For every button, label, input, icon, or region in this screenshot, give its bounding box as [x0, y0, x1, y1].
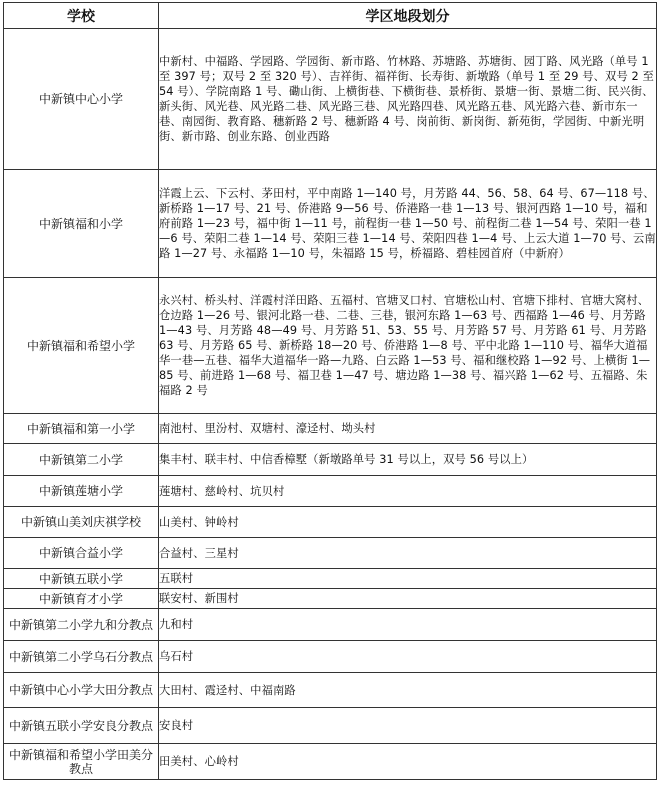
district-area: 联安村、新围村 [159, 589, 657, 609]
table-row [4, 744, 657, 780]
header-school: 学校 [4, 3, 159, 29]
table-row [4, 641, 657, 673]
table-row [4, 476, 657, 507]
table-row [4, 673, 657, 708]
district-area: 乌石村 [159, 641, 657, 673]
district-area: 安良村 [159, 708, 657, 744]
table-row [4, 569, 657, 589]
school-name: 中新镇莲塘小学 [4, 476, 159, 507]
district-area: 中新村、中福路、学园路、学园街、新市路、竹林路、苏塘路、苏塘街、园丁路、风光路（单号 1 至 397 号；双号 2 至 320 号）、吉祥街、福祥街、长寿街、新墩路（单号 1 至 29 号、双号 2 至 54 号）、学院南路 1 号、磡山街、上横街巷、下横街巷、景桥街、景塘一街、景塘二街、民兴街、新头街、风光巷、风光路二巷、风光路三巷、风光路四巷、风光路五巷、风光路六巷、新市东一巷、南园街、教育路、穗新路 2 号、穗新路 4 号、岗前街、新岗街、新苑街，学园街、中新光明街、新市路、创业东路、创业西路 [159, 29, 657, 170]
district-area: 大田村、霞迳村、中福南路 [159, 673, 657, 708]
table-row [4, 507, 657, 538]
school-name: 中新镇五联小学 [4, 569, 159, 589]
school-district-table [3, 2, 657, 780]
table-row [4, 170, 657, 278]
school-name: 中新镇福和希望小学田美分教点 [4, 744, 159, 780]
table-row [4, 538, 657, 569]
district-area: 集丰村、联丰村、中信香樟墅（新墩路单号 31 号以上，双号 56 号以上） [159, 444, 657, 476]
table-row [4, 708, 657, 744]
district-area: 永兴村、桥头村、洋霞村洋田路、五福村、官塘叉口村、官塘松山村、官塘下排村、官塘大窝村、仓边路 1—26 号、银河北路一巷、二巷、三巷，银河东路 1—63 号、西福路 1—46 号、月芳路 1—43 号、月芳路 48—49 号、月芳路 51、53、55 号、月芳路 57 号、月芳路 61 号、月芳路 63 号、月芳路 65 号、新桥路 18—20 号、侨港路 1—8 号、平中北路 1—110 号、福华大道福华一巷—五巷、福华大道福华一路—九路、白云路 1—53 号、福和继校路 1—92 号、上横街 1—85 号、前进路 1—68 号、福卫巷 1—47 号、塘边路 1—38 号、福兴路 1—62 号、五福路、朱福路 2 号 [159, 278, 657, 414]
district-area: 南池村、里汾村、双塘村、濠迳村、坳头村 [159, 414, 657, 444]
table-row [4, 609, 657, 641]
school-name: 中新镇福和希望小学 [4, 278, 159, 414]
district-area: 五联村 [159, 569, 657, 589]
header-district: 学区地段划分 [159, 3, 657, 29]
school-name: 中新镇中心小学 [4, 29, 159, 170]
school-name: 中新镇第二小学乌石分教点 [4, 641, 159, 673]
table-header-row [4, 3, 657, 29]
table-row [4, 589, 657, 609]
school-name: 中新镇福和第一小学 [4, 414, 159, 444]
school-name: 中新镇育才小学 [4, 589, 159, 609]
district-area: 洋霞上云、下云村、茅田村，平中南路 1—140 号，月芳路 44、56、58、64 号、67—118 号、新桥路 1—17 号、21 号、侨港路 9—56 号、侨港路一巷 1—13 号、银河西路 1—10 号，福和府前路 1—23 号，福中街 1—11 号，前程街一巷 1—50 号、前程街二巷 1—54 号、荣阳一巷 1—6 号、荣阳二巷 1—14 号、荣阳三巷 1—14 号、荣阳四巷 1—4 号、上云大道 1—70 号、云南路 1—27 号、永福路 1—10 号，朱福路 15 号，桥福路、碧桂园首府（中新府） [159, 170, 657, 278]
school-name: 中新镇中心小学大田分教点 [4, 673, 159, 708]
district-area: 莲塘村、慈岭村、坑贝村 [159, 476, 657, 507]
school-name: 中新镇合益小学 [4, 538, 159, 569]
school-name: 中新镇五联小学安良分教点 [4, 708, 159, 744]
table-row [4, 29, 657, 170]
district-area: 九和村 [159, 609, 657, 641]
school-name: 中新镇第二小学 [4, 444, 159, 476]
table-row [4, 278, 657, 414]
table-row [4, 414, 657, 444]
district-area: 田美村、心岭村 [159, 744, 657, 780]
school-name: 中新镇山美刘庆祺学校 [4, 507, 159, 538]
school-name: 中新镇福和小学 [4, 170, 159, 278]
district-area: 山美村、钟岭村 [159, 507, 657, 538]
district-area: 合益村、三星村 [159, 538, 657, 569]
school-name: 中新镇第二小学九和分教点 [4, 609, 159, 641]
table-row [4, 444, 657, 476]
